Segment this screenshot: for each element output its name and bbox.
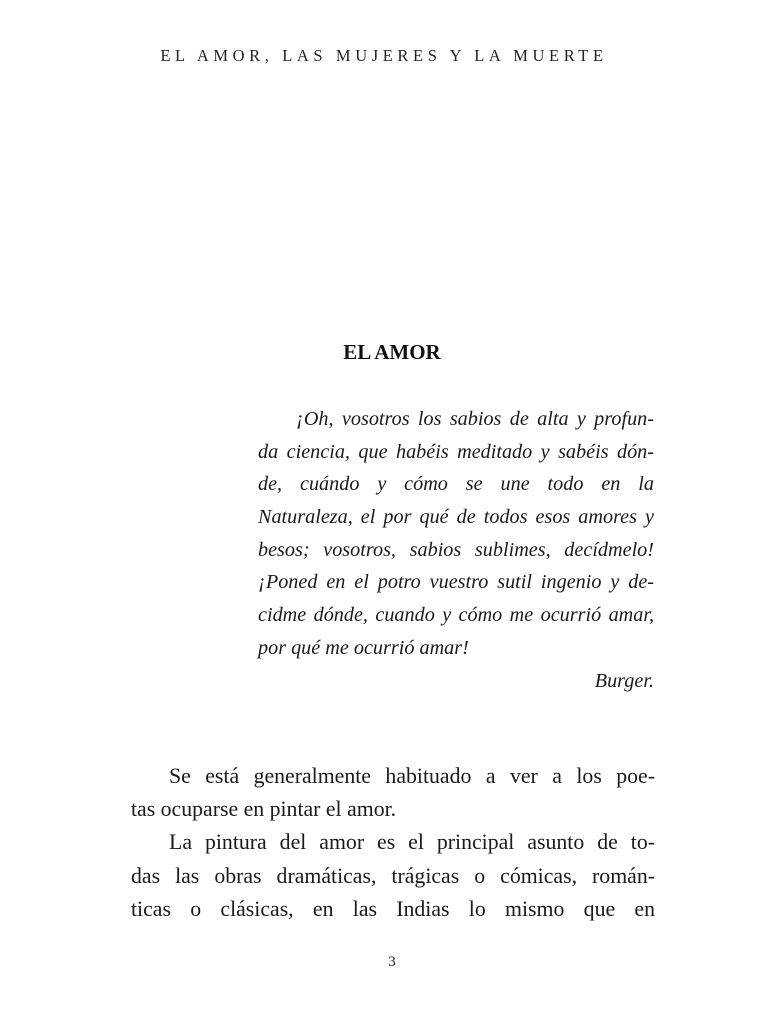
epigraph-line: besos; vosotros, sabios sublimes, decídmelo! (258, 538, 654, 561)
epigraph-line: ¡Oh, vosotros los sabios de alta y profun- (296, 408, 654, 430)
body-text (131, 760, 655, 926)
body-line: Se está generalmente habituado a ver a los poe- (169, 764, 655, 788)
epigraph-attribution: Burger. (594, 669, 654, 692)
body-line: das las obras dramáticas, trágicas o cómicas, román- (131, 863, 655, 888)
epigraph (258, 403, 654, 697)
page-number: 3 (388, 954, 396, 970)
epigraph-line: de, cuándo y cómo se une todo en la (258, 473, 654, 496)
epigraph-line: da ciencia, que habéis meditado y sabéis dón- (258, 440, 654, 463)
body-line: ticas o clásicas, en las Indias lo mismo que en (131, 896, 655, 921)
epigraph-line: por qué me ocurrió amar! (258, 636, 469, 659)
epigraph-line: cidme dónde, cuando y cómo me ocurrió amar, (258, 604, 654, 627)
body-line: La pintura del amor es el principal asunto de to- (169, 830, 655, 855)
epigraph-line: ¡Poned en el potro vuestro sutil ingenio y de- (258, 571, 654, 594)
chapter-title: EL AMOR (343, 340, 441, 364)
body-line: tas ocuparse en pintar el amor. (131, 797, 397, 822)
running-header: EL AMOR, LAS MUJERES Y LA MUERTE (160, 46, 608, 65)
epigraph-line: Naturaleza, el por qué de todos esos amores y (258, 506, 654, 529)
